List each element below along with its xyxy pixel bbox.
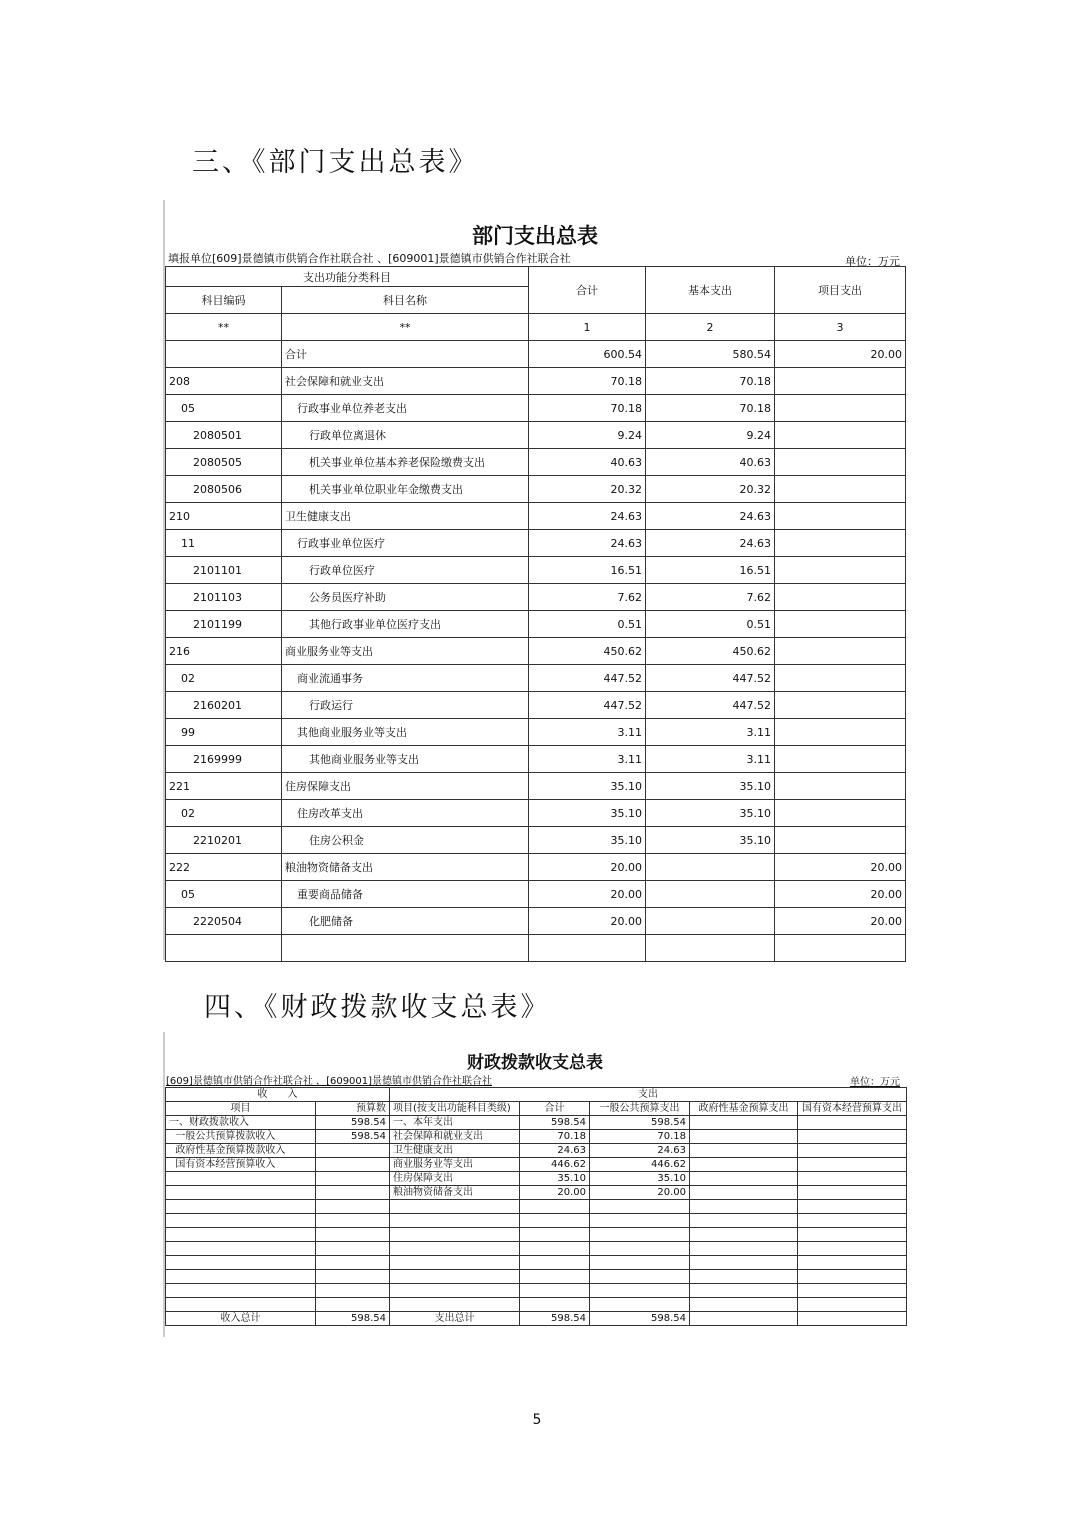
cell-general — [590, 1214, 690, 1228]
cell-general — [590, 1242, 690, 1256]
fiscal-appropriation-table — [165, 1087, 907, 1326]
cell-state-capital — [798, 1242, 907, 1256]
cell-name: 机关事业单位职业年金缴费支出 — [282, 476, 529, 503]
index-code: ** — [166, 314, 282, 341]
cell-item — [166, 1284, 316, 1298]
cell-exp-item — [390, 1298, 520, 1312]
cell-item — [166, 1256, 316, 1270]
department-expenditure-table — [165, 266, 906, 962]
cell-name: 商业服务业等支出 — [282, 638, 529, 665]
cell-total: 35.10 — [529, 773, 646, 800]
cell — [798, 1312, 907, 1326]
cell-item: 国有资本经营预算收入 — [166, 1158, 316, 1172]
cell-total: 598.54 — [520, 1116, 590, 1130]
cell-project — [775, 935, 906, 962]
cell-gov-fund — [690, 1270, 798, 1284]
cell-gov-fund — [690, 1242, 798, 1256]
cell-gov-fund — [690, 1228, 798, 1242]
cell-gov-fund — [690, 1158, 798, 1172]
cell-name — [282, 935, 529, 962]
cell-total: 40.63 — [529, 449, 646, 476]
table-row — [166, 881, 906, 908]
cell-basic: 40.63 — [646, 449, 775, 476]
cell-project — [775, 368, 906, 395]
cell-code: 99 — [166, 719, 282, 746]
cell-project — [775, 422, 906, 449]
table-row — [166, 611, 906, 638]
table-row — [166, 746, 906, 773]
cell-name: 重要商品储备 — [282, 881, 529, 908]
cell-name: 合计 — [282, 341, 529, 368]
cell-total: 70.18 — [529, 368, 646, 395]
cell-basic — [646, 854, 775, 881]
cell-gov-fund — [690, 1116, 798, 1130]
cell-total: 16.51 — [529, 557, 646, 584]
cell-total — [520, 1256, 590, 1270]
cell-total: 447.52 — [529, 665, 646, 692]
cell-basic: 35.10 — [646, 773, 775, 800]
header-total: 合计 — [529, 267, 646, 314]
cell-basic: 580.54 — [646, 341, 775, 368]
cell-budget — [316, 1284, 390, 1298]
cell-item — [166, 1242, 316, 1256]
cell-code: 05 — [166, 881, 282, 908]
cell-project — [775, 530, 906, 557]
table-row — [166, 773, 906, 800]
cell-general — [590, 1256, 690, 1270]
index-1: 1 — [529, 314, 646, 341]
cell-item: 政府性基金预算拨款收入 — [166, 1144, 316, 1158]
cell-project — [775, 773, 906, 800]
cell-total: 20.00 — [529, 854, 646, 881]
cell-project — [775, 503, 906, 530]
cell-item — [166, 1270, 316, 1284]
cell-budget — [316, 1144, 390, 1158]
cell-project — [775, 692, 906, 719]
header-group: 支出功能分类科目 — [166, 267, 529, 287]
cell-state-capital — [798, 1158, 907, 1172]
table-row — [166, 395, 906, 422]
cell-gov-fund — [690, 1284, 798, 1298]
table-row — [166, 530, 906, 557]
cell-basic: 70.18 — [646, 395, 775, 422]
cell-basic: 70.18 — [646, 368, 775, 395]
cell-budget: 598.54 — [316, 1130, 390, 1144]
cell-code: 2080501 — [166, 422, 282, 449]
cell-exp-item — [390, 1284, 520, 1298]
cell-total — [529, 935, 646, 962]
cell-general — [590, 1298, 690, 1312]
cell-budget — [316, 1158, 390, 1172]
cell-code: 208 — [166, 368, 282, 395]
cell-name: 卫生健康支出 — [282, 503, 529, 530]
table-row — [166, 1116, 907, 1130]
cell-state-capital — [798, 1298, 907, 1312]
table-row — [166, 719, 906, 746]
cell-item: 一般公共预算拨款收入 — [166, 1130, 316, 1144]
header-name: 科目名称 — [282, 287, 529, 314]
table-2-unit-line: [609]景德镇市供销合作社联合社 ，[609001]景德镇市供销合作社联合社 — [166, 1076, 493, 1087]
cell-state-capital — [798, 1200, 907, 1214]
cell-exp-item: 社会保障和就业支出 — [390, 1130, 520, 1144]
cell-code: 2101101 — [166, 557, 282, 584]
cell-code: 2101103 — [166, 584, 282, 611]
table-row — [166, 1130, 907, 1144]
header-income: 收 入 — [166, 1088, 390, 1102]
table-row — [166, 1186, 907, 1200]
cell-name: 公务员医疗补助 — [282, 584, 529, 611]
cell-basic: 0.51 — [646, 611, 775, 638]
cell-total: 35.10 — [529, 800, 646, 827]
cell-total: 450.62 — [529, 638, 646, 665]
cell-total: 24.63 — [520, 1144, 590, 1158]
cell-state-capital — [798, 1130, 907, 1144]
cell-total: 20.00 — [529, 908, 646, 935]
cell-total: 600.54 — [529, 341, 646, 368]
cell-total: 9.24 — [529, 422, 646, 449]
expense-total: 598.54 — [520, 1312, 590, 1326]
cell-name: 机关事业单位基本养老保险缴费支出 — [282, 449, 529, 476]
table-row — [166, 341, 906, 368]
cell-total — [520, 1200, 590, 1214]
table-row — [166, 800, 906, 827]
cell-name: 行政事业单位医疗 — [282, 530, 529, 557]
expense-total-label: 支出总计 — [390, 1312, 520, 1326]
cell-exp-item — [390, 1242, 520, 1256]
cell-code: 2160201 — [166, 692, 282, 719]
cell-gov-fund — [690, 1172, 798, 1186]
table-row — [166, 584, 906, 611]
cell-budget — [316, 1242, 390, 1256]
cell-project — [775, 719, 906, 746]
cell-name: 行政事业单位养老支出 — [282, 395, 529, 422]
cell-name: 行政单位医疗 — [282, 557, 529, 584]
cell-total: 446.62 — [520, 1158, 590, 1172]
cell-basic: 16.51 — [646, 557, 775, 584]
cell-project — [775, 638, 906, 665]
cell-basic: 20.32 — [646, 476, 775, 503]
cell-project — [775, 611, 906, 638]
table-row — [166, 1242, 907, 1256]
cell-code: 2220504 — [166, 908, 282, 935]
cell-basic: 24.63 — [646, 530, 775, 557]
header-total: 合计 — [520, 1102, 590, 1116]
table-row — [166, 476, 906, 503]
header-code: 科目编码 — [166, 287, 282, 314]
table-2-unit: 单位：万元 — [850, 1077, 900, 1088]
header-item: 项目 — [166, 1102, 316, 1116]
cell-item — [166, 1228, 316, 1242]
cell-project — [775, 746, 906, 773]
table-row — [166, 1228, 907, 1242]
cell-project — [775, 395, 906, 422]
table-row — [166, 449, 906, 476]
cell-state-capital — [798, 1214, 907, 1228]
cell-basic: 7.62 — [646, 584, 775, 611]
cell-gov-fund — [690, 1186, 798, 1200]
cell-project — [775, 584, 906, 611]
cell-name: 社会保障和就业支出 — [282, 368, 529, 395]
cell-code: 2210201 — [166, 827, 282, 854]
cell-gov-fund — [690, 1200, 798, 1214]
cell-total: 35.10 — [529, 827, 646, 854]
cell-basic: 450.62 — [646, 638, 775, 665]
cell-state-capital — [798, 1256, 907, 1270]
cell-exp-item: 住房保障支出 — [390, 1172, 520, 1186]
cell-basic: 9.24 — [646, 422, 775, 449]
cell-budget: 598.54 — [316, 1116, 390, 1130]
cell-state-capital — [798, 1116, 907, 1130]
cell-total: 24.63 — [529, 503, 646, 530]
table-row — [166, 1298, 907, 1312]
header-general: 一般公共预算支出 — [590, 1102, 690, 1116]
cell-item — [166, 1298, 316, 1312]
cell-basic: 447.52 — [646, 665, 775, 692]
cell-basic: 3.11 — [646, 719, 775, 746]
section-3-heading: 三、《部门支出总表》 — [192, 147, 479, 178]
cell-general: 24.63 — [590, 1144, 690, 1158]
table-row — [166, 1172, 907, 1186]
cell-project — [775, 665, 906, 692]
index-3: 3 — [775, 314, 906, 341]
cell-general: 70.18 — [590, 1130, 690, 1144]
header-expense: 支出 — [390, 1088, 907, 1102]
cell-exp-item — [390, 1214, 520, 1228]
cell-budget — [316, 1186, 390, 1200]
cell-general: 35.10 — [590, 1172, 690, 1186]
page-number: 5 — [532, 1412, 542, 1428]
cell-code — [166, 341, 282, 368]
header-state-capital: 国有资本经营预算支出 — [798, 1102, 907, 1116]
cell-exp-item — [390, 1200, 520, 1214]
header-gov-fund: 政府性基金预算支出 — [690, 1102, 798, 1116]
cell-state-capital — [798, 1144, 907, 1158]
table-row — [166, 1214, 907, 1228]
table-row — [166, 422, 906, 449]
income-total: 598.54 — [316, 1312, 390, 1326]
cell-gov-fund — [690, 1298, 798, 1312]
cell-code: 210 — [166, 503, 282, 530]
cell-exp-item: 一、本年支出 — [390, 1116, 520, 1130]
cell-code: 216 — [166, 638, 282, 665]
cell-general — [590, 1200, 690, 1214]
cell-total — [520, 1242, 590, 1256]
table-1-unit-line: 填报单位[609]景德镇市供销合作社联合社 、[609001]景德镇市供销合作社联合社 — [168, 252, 571, 265]
cell-budget — [316, 1214, 390, 1228]
table-row — [166, 827, 906, 854]
cell-state-capital — [798, 1270, 907, 1284]
header-budget: 预算数 — [316, 1102, 390, 1116]
cell-name: 其他行政事业单位医疗支出 — [282, 611, 529, 638]
cell-total: 0.51 — [529, 611, 646, 638]
cell-total — [520, 1298, 590, 1312]
table-row — [166, 935, 906, 962]
cell-total — [520, 1284, 590, 1298]
cell-project: 20.00 — [775, 881, 906, 908]
cell-exp-item: 粮油物资储备支出 — [390, 1186, 520, 1200]
cell — [690, 1312, 798, 1326]
cell-state-capital — [798, 1172, 907, 1186]
cell-item — [166, 1172, 316, 1186]
table-row — [166, 665, 906, 692]
section-4-heading: 四、《财政拨款收支总表》 — [204, 992, 551, 1023]
table-row — [166, 1284, 907, 1298]
cell-project: 20.00 — [775, 908, 906, 935]
cell-basic: 24.63 — [646, 503, 775, 530]
header-basic: 基本支出 — [646, 267, 775, 314]
cell-project — [775, 827, 906, 854]
cell-project: 20.00 — [775, 341, 906, 368]
cell-state-capital — [798, 1228, 907, 1242]
cell-project — [775, 449, 906, 476]
cell-item — [166, 1186, 316, 1200]
cell-name: 行政单位离退休 — [282, 422, 529, 449]
cell-gov-fund — [690, 1144, 798, 1158]
cell-budget — [316, 1298, 390, 1312]
cell-name: 行政运行 — [282, 692, 529, 719]
cell-project — [775, 800, 906, 827]
cell-total: 20.00 — [520, 1186, 590, 1200]
cell-gov-fund — [690, 1256, 798, 1270]
cell-code: 02 — [166, 800, 282, 827]
cell-basic: 3.11 — [646, 746, 775, 773]
cell-item: 一、财政拨款收入 — [166, 1116, 316, 1130]
table-row — [166, 1200, 907, 1214]
table-row — [166, 1256, 907, 1270]
cell-total — [520, 1214, 590, 1228]
cell-gov-fund — [690, 1130, 798, 1144]
cell-basic: 35.10 — [646, 800, 775, 827]
cell-exp-item — [390, 1256, 520, 1270]
cell-total: 7.62 — [529, 584, 646, 611]
table-row — [166, 638, 906, 665]
cell-total: 24.63 — [529, 530, 646, 557]
cell-code: 221 — [166, 773, 282, 800]
cell-exp-item: 商业服务业等支出 — [390, 1158, 520, 1172]
cell-total: 70.18 — [529, 395, 646, 422]
table-row — [166, 557, 906, 584]
table-row — [166, 692, 906, 719]
cell-total — [520, 1270, 590, 1284]
cell-budget — [316, 1172, 390, 1186]
cell-budget — [316, 1256, 390, 1270]
table-row — [166, 1158, 907, 1172]
table-2-title: 财政拨款收支总表 — [467, 1053, 603, 1073]
cell-project — [775, 557, 906, 584]
cell-project: 20.00 — [775, 854, 906, 881]
cell-basic — [646, 881, 775, 908]
cell-budget — [316, 1228, 390, 1242]
cell-code: 2080505 — [166, 449, 282, 476]
cell-name: 粮油物资储备支出 — [282, 854, 529, 881]
income-total-label: 收入总计 — [166, 1312, 316, 1326]
cell-name: 住房保障支出 — [282, 773, 529, 800]
cell-general — [590, 1270, 690, 1284]
cell-general — [590, 1284, 690, 1298]
cell-code: 2080506 — [166, 476, 282, 503]
cell-general — [590, 1228, 690, 1242]
cell-total: 35.10 — [520, 1172, 590, 1186]
cell-general: 20.00 — [590, 1186, 690, 1200]
table-row — [166, 908, 906, 935]
cell-name: 商业流通事务 — [282, 665, 529, 692]
cell-code — [166, 935, 282, 962]
table-row — [166, 503, 906, 530]
cell-exp-item — [390, 1228, 520, 1242]
table-1-title: 部门支出总表 — [472, 223, 598, 248]
table-1-unit: 单位：万元 — [845, 255, 900, 268]
cell-project — [775, 476, 906, 503]
table-row — [166, 1270, 907, 1284]
cell-item — [166, 1214, 316, 1228]
table-row — [166, 854, 906, 881]
cell-item — [166, 1200, 316, 1214]
cell-basic: 35.10 — [646, 827, 775, 854]
cell-state-capital — [798, 1284, 907, 1298]
cell-name: 其他商业服务业等支出 — [282, 746, 529, 773]
cell-basic: 447.52 — [646, 692, 775, 719]
cell-total: 447.52 — [529, 692, 646, 719]
cell-code: 02 — [166, 665, 282, 692]
cell-code: 2101199 — [166, 611, 282, 638]
cell-name: 住房改革支出 — [282, 800, 529, 827]
cell-exp-item: 卫生健康支出 — [390, 1144, 520, 1158]
cell-basic — [646, 908, 775, 935]
cell-exp-item — [390, 1270, 520, 1284]
cell-name: 其他商业服务业等支出 — [282, 719, 529, 746]
cell-state-capital — [798, 1186, 907, 1200]
cell-code: 222 — [166, 854, 282, 881]
table-row — [166, 368, 906, 395]
index-name: ** — [282, 314, 529, 341]
cell-total: 70.18 — [520, 1130, 590, 1144]
cell-total: 20.32 — [529, 476, 646, 503]
cell-general: 446.62 — [590, 1158, 690, 1172]
cell-total: 20.00 — [529, 881, 646, 908]
cell-general: 598.54 — [590, 1116, 690, 1130]
cell-gov-fund — [690, 1214, 798, 1228]
cell-code: 2169999 — [166, 746, 282, 773]
table-row — [166, 1144, 907, 1158]
cell-total — [520, 1228, 590, 1242]
header-exp-item: 项目(按支出功能科目类级) — [390, 1102, 520, 1116]
cell-name: 住房公积金 — [282, 827, 529, 854]
expense-general-total: 598.54 — [590, 1312, 690, 1326]
cell-basic — [646, 935, 775, 962]
cell-code: 11 — [166, 530, 282, 557]
cell-total: 3.11 — [529, 746, 646, 773]
cell-code: 05 — [166, 395, 282, 422]
cell-budget — [316, 1200, 390, 1214]
cell-name: 化肥储备 — [282, 908, 529, 935]
cell-total: 3.11 — [529, 719, 646, 746]
header-project: 项目支出 — [775, 267, 906, 314]
index-2: 2 — [646, 314, 775, 341]
cell-budget — [316, 1270, 390, 1284]
